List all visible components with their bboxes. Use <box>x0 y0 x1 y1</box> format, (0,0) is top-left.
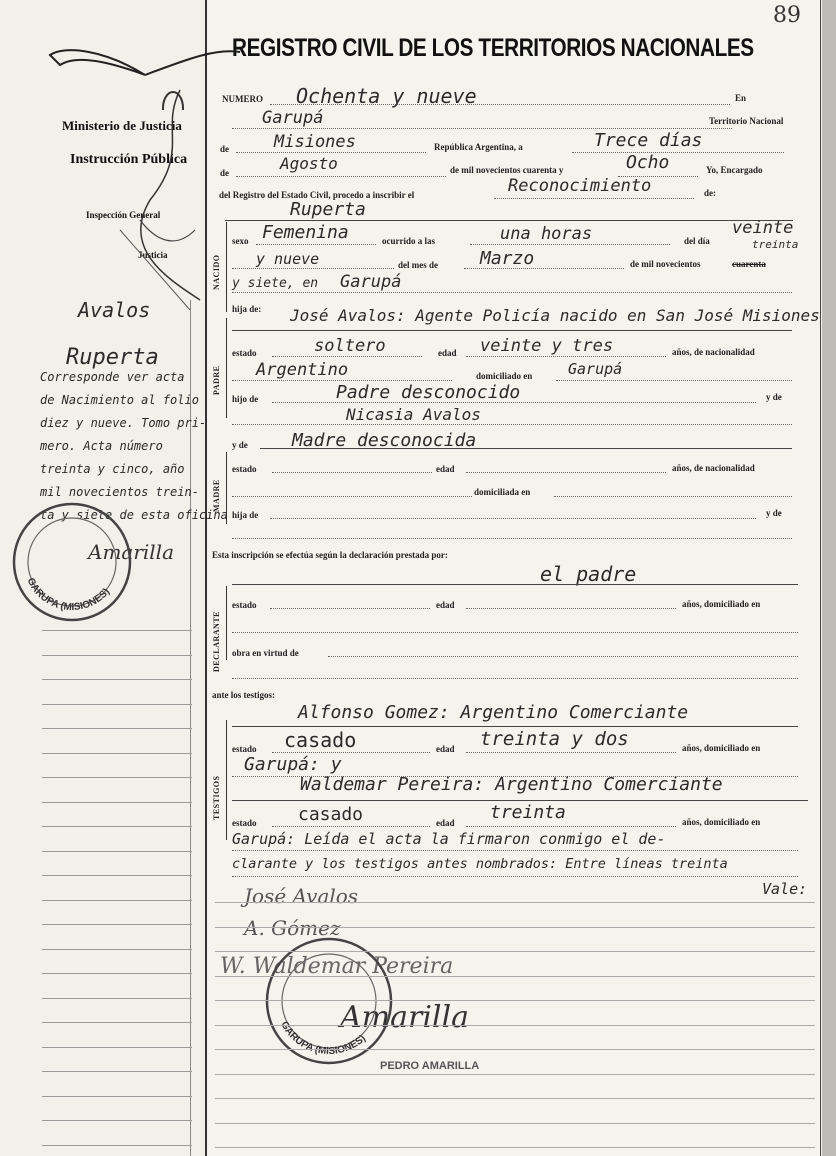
de-label: de <box>220 168 229 178</box>
field-line <box>272 826 430 827</box>
margin-rule <box>42 924 192 925</box>
padre-edad-value: veinte y tres <box>480 336 614 356</box>
anios-dom-label: años, domiciliado en <box>682 817 761 827</box>
signature-testigo1: A. Gómez <box>244 916 341 940</box>
page-title: REGISTRO CIVIL DE LOS TERRITORIOS NACIONALES <box>232 34 754 62</box>
territorio-label: Territorio Nacional <box>709 116 784 126</box>
t1-estado-value: casado <box>284 728 357 752</box>
margin-note-line: mero. Acta número <box>40 439 163 453</box>
field-line <box>464 268 624 269</box>
hija-de-label: hija de: <box>232 304 262 314</box>
domiciliada-label: domiciliada en <box>474 487 531 497</box>
lugar-value: Garupá <box>262 108 324 128</box>
section-line <box>232 584 798 585</box>
hija-de2-label: hija de <box>232 510 259 520</box>
closing-line: Vale: <box>762 880 808 898</box>
padre-nacionalidad-value: Argentino <box>256 360 349 380</box>
margin-rule <box>42 973 192 974</box>
field-line <box>556 380 792 381</box>
field-line <box>236 152 426 153</box>
estado-label: estado <box>232 744 257 754</box>
y-de-label: y de <box>766 508 782 518</box>
madre-bracket <box>226 452 227 524</box>
lugar-nac-value: Garupá <box>340 272 402 292</box>
margin-rule <box>42 851 192 852</box>
signature-declarante: José Avalos <box>244 884 359 908</box>
margin-rule <box>42 679 192 680</box>
anios-dom-label: años, domiciliado en <box>682 599 761 609</box>
stamp-text-margin: GARUPA (MISIONES) <box>24 576 113 614</box>
del-dia-label: del día <box>684 236 710 246</box>
anio-nac-value: y siete, en <box>232 276 319 291</box>
field-line <box>232 632 798 633</box>
y-de-label: y de <box>232 440 248 450</box>
margin-rule <box>42 1047 192 1048</box>
section-line <box>260 448 792 449</box>
mes-nac-value: Marzo <box>480 248 535 269</box>
margin-rule <box>42 1022 192 1023</box>
page-number: 89 <box>773 3 801 28</box>
edad-label: edad <box>436 600 455 610</box>
field-line <box>232 538 792 539</box>
margin-rule <box>42 655 192 656</box>
de-label: de <box>220 144 229 154</box>
field-line <box>232 876 798 877</box>
dia-fecha-value: Trece días <box>594 130 703 151</box>
margin-note-line: mil novecientos trein- <box>40 485 199 499</box>
field-line <box>256 244 376 245</box>
main-rule <box>215 1147 815 1148</box>
de2-label: de: <box>704 188 716 198</box>
declarante-label: DECLARANTE <box>212 610 221 672</box>
section-line <box>232 726 798 727</box>
ministry-line-2: Instrucción Pública <box>70 152 188 167</box>
field-line <box>272 752 430 753</box>
margin-rule <box>42 630 192 631</box>
margin-note-line: treinta y cinco, año <box>40 462 185 476</box>
field-line <box>272 472 432 473</box>
field-line <box>466 356 666 357</box>
yo-label: Yo, Encargado <box>706 165 763 175</box>
main-rule <box>215 1074 815 1075</box>
padre-domicilio-value: Garupá <box>568 360 623 378</box>
field-line <box>232 268 394 269</box>
margin-rule <box>42 802 192 803</box>
margin-rule <box>42 949 192 950</box>
t1-edad-value: treinta y dos <box>480 728 629 750</box>
declarante-bracket <box>226 586 227 660</box>
margin-note-line: de Nacimiento al folio <box>40 393 199 407</box>
margin-rule <box>42 1120 192 1121</box>
mes-fecha-value: Agosto <box>280 154 338 173</box>
margin-rule <box>42 777 192 778</box>
cuarenta-strike: cuarenta <box>732 259 766 269</box>
padre-value: José Avalos: Agente Policía nacido en San José Misiones <box>290 306 820 325</box>
dia-nac-value: veinte <box>732 218 794 238</box>
edad-label: edad <box>436 464 455 474</box>
edad-label: edad <box>438 348 457 358</box>
declaracion-label: Esta inscripción se efectúa según la declaración prestada por: <box>212 550 448 560</box>
field-line <box>466 608 676 609</box>
mil-label: de mil novecientos cuarenta y <box>450 165 564 175</box>
margin-rule <box>42 753 192 754</box>
numero-label: NUMERO <box>222 94 263 104</box>
margin-note-line: diez y nueve. Tomo pri- <box>40 416 207 430</box>
sexo-value: Femenina <box>262 222 349 243</box>
margin-rule <box>42 704 192 705</box>
main-rule <box>215 1049 815 1050</box>
margin-note-line: ta y siete de esta oficina <box>40 508 228 522</box>
field-line <box>232 850 798 851</box>
t1-domicilio-value: Garupá: y <box>244 754 342 775</box>
hijo-de-label: hijo de <box>232 394 259 404</box>
sexo-label: sexo <box>232 236 249 246</box>
anios-nac-label: años, de nacionalidad <box>672 347 755 357</box>
madre-label: MADRE <box>212 479 221 512</box>
testigo2-value: Waldemar Pereira: Argentino Comerciante <box>300 774 723 795</box>
right-edge <box>820 0 821 1156</box>
field-line <box>232 128 732 129</box>
padre-bracket <box>226 318 227 418</box>
anios-nac-label: años, de nacionalidad <box>672 463 755 473</box>
ministry-line-1: Ministerio de Justicia <box>62 118 182 133</box>
del-mes-label: del mes de <box>398 260 438 270</box>
closing-line: Garupá: Leída el acta la firmaron conmigo el de- <box>232 830 666 848</box>
field-line <box>572 152 784 153</box>
estado-label: estado <box>232 600 257 610</box>
ministry-line-3: Inspección General <box>86 210 161 220</box>
field-line <box>232 496 472 497</box>
declarante-value: el padre <box>540 562 637 586</box>
field-line <box>554 496 792 497</box>
en-label: En <box>735 93 747 103</box>
hora-value: una horas <box>500 224 593 244</box>
nacido-bracket <box>226 222 227 312</box>
field-line <box>328 656 798 657</box>
margin-rule <box>42 1145 192 1146</box>
margin-rule <box>42 728 192 729</box>
domiciliado-label: domiciliado en <box>476 371 533 381</box>
testigos-intro: ante los testigos: <box>212 690 275 700</box>
testigos-bracket <box>226 720 227 840</box>
main-rule <box>215 1000 815 1001</box>
main-rule <box>215 1098 815 1099</box>
margin-rule <box>42 826 192 827</box>
main-rule <box>215 927 815 928</box>
section-line <box>232 800 808 801</box>
margin-note-line: Corresponde ver acta <box>40 370 185 384</box>
margin-rule <box>42 900 192 901</box>
estado-label: estado <box>232 464 257 474</box>
testigos-label: TESTIGOS <box>212 775 221 820</box>
territorio-value: Misiones <box>274 132 356 152</box>
right-shadow <box>822 0 836 1156</box>
field-line <box>232 424 792 425</box>
signature-testigo2: W. Waldemar Pereira <box>220 954 454 979</box>
main-rule <box>215 951 815 952</box>
field-line <box>470 244 670 245</box>
numero-value: Ochenta y nueve <box>296 84 477 108</box>
registro-label: del Registro del Estado Civil, procedo a inscribir el <box>219 190 415 200</box>
t2-estado-value: casado <box>298 804 364 825</box>
officer-name: PEDRO AMARILLA <box>380 1060 480 1072</box>
closing-line: clarante y los testigos antes nombrados: Entre líneas treinta <box>232 856 728 872</box>
main-rule <box>215 902 815 903</box>
field-line <box>232 292 792 293</box>
estado-label: estado <box>232 348 257 358</box>
main-rule <box>215 1025 815 1026</box>
margin-rule <box>42 1096 192 1097</box>
anio-value: Ocho <box>626 152 670 173</box>
nacido-label: NACIDO <box>212 254 221 290</box>
padre-label: PADRE <box>212 365 221 395</box>
margin-name: Ruperta <box>66 345 159 370</box>
field-line <box>232 678 798 679</box>
margin-rule <box>42 998 192 999</box>
ministry-line-4: Justicia <box>138 250 168 260</box>
official-stamp-bottom <box>262 934 396 1068</box>
margin-rule <box>42 1071 192 1072</box>
section-line <box>225 220 793 221</box>
official-stamp-margin <box>10 500 135 625</box>
stamp-text-bottom: GARUPA (MISIONES) <box>278 1019 368 1058</box>
field-line <box>270 608 430 609</box>
field-line <box>270 104 730 105</box>
margin-rule <box>42 875 192 876</box>
field-line <box>466 752 676 753</box>
section-line <box>232 330 792 331</box>
obra-label: obra en virtud de <box>232 648 299 658</box>
y-de-label: y de <box>766 392 782 402</box>
mil2-label: de mil novecientos <box>630 259 701 269</box>
acto-value: Reconocimiento <box>508 176 652 196</box>
field-line <box>236 176 446 177</box>
madre-value: Madre desconocida <box>292 430 477 451</box>
abuelo-value: Padre desconocido <box>336 382 521 403</box>
field-line <box>466 826 676 827</box>
main-rule <box>215 1123 815 1124</box>
field-line <box>466 472 666 473</box>
estado-label: estado <box>232 818 257 828</box>
margin-signature-scribble <box>100 80 210 310</box>
edad-label: edad <box>436 744 455 754</box>
padre-estado-value: soltero <box>314 336 386 356</box>
ocurrido-label: ocurrido a las <box>382 236 435 246</box>
field-line <box>272 356 422 357</box>
abuela-value: Nicasia Avalos <box>346 405 481 424</box>
treinta-correction: treinta <box>752 238 799 251</box>
main-rule <box>215 976 815 977</box>
dia-nac2-value: y nueve <box>256 250 320 268</box>
field-line <box>232 380 452 381</box>
margin-signature: Amarilla <box>88 540 175 564</box>
testigo1-value: Alfonso Gomez: Argentino Comerciante <box>298 702 689 723</box>
field-line <box>270 518 756 519</box>
anios-dom-label: años, domiciliado en <box>682 743 761 753</box>
edad-label: edad <box>436 818 455 828</box>
field-line <box>494 198 694 199</box>
signature-officer: Amarilla <box>340 1000 470 1035</box>
republica-label: República Argentina, a <box>434 142 523 152</box>
t2-edad-value: treinta <box>490 802 566 823</box>
field-line <box>272 402 756 403</box>
margin-surname: Avalos <box>78 298 151 322</box>
inscripto-value: Ruperta <box>290 199 366 220</box>
